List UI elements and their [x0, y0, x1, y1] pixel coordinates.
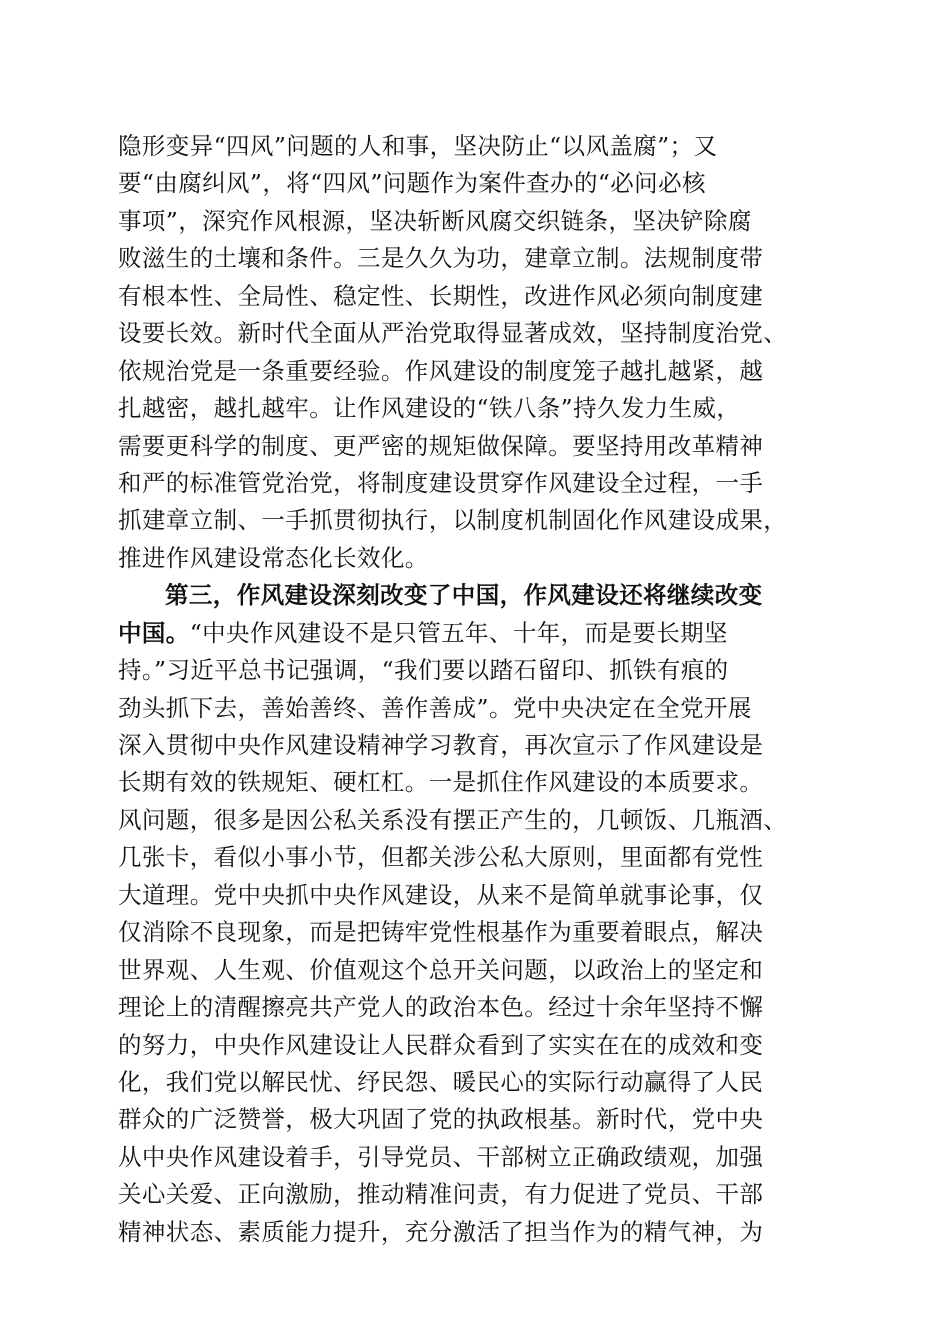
text-line: 大道理。党中央抓中央作风建设，从来不是简单就事论事，仅 — [118, 880, 764, 909]
text-line: 几张卡，看似小事小节，但都关涉公私大原则，里面都有党性 — [118, 843, 764, 872]
text-line: 劲头抓下去，善始善终、善作善成”。党中央决定在全党开展 — [118, 693, 752, 722]
text-span: “中央作风建设不是只管五年、十年，而是要长期坚 — [189, 618, 728, 647]
section-heading-end: 中国。 — [118, 618, 190, 647]
text-line: 持。”习近平总书记强调，“我们要以踏石留印、抓铁有痕的 — [118, 656, 729, 685]
text-line: 扎越密，越扎越牢。让作风建设的“铁八条”持久发力生威， — [118, 394, 741, 423]
paragraph-2 — [118, 577, 828, 1251]
paragraph-1 — [118, 128, 828, 577]
text-line: 化，我们党以解民忧、纾民怨、暖民心的实际行动赢得了人民 — [118, 1067, 764, 1096]
text-line: 从中央作风建设着手，引导党员、干部树立正确政绩观，加强 — [118, 1142, 764, 1171]
text-line: 推进作风建设常态化长效化。 — [118, 543, 429, 572]
text-line: 和严的标准管党治党，将制度建设贯穿作风建设全过程，一手 — [118, 468, 764, 497]
text-line: 事项”，深究作风根源，坚决斩断风腐交织链条，坚决铲除腐 — [118, 206, 752, 235]
text-line: 隐形变异“四风”问题的人和事，坚决防止“以风盖腐”；又 — [118, 132, 718, 160]
text-line: 理论上的清醒擦亮共产党人的政治本色。经过十余年坚持不懈 — [118, 993, 764, 1022]
text-line: 要“由腐纠风”，将“四风”问题作为案件查办的“必问必核 — [118, 169, 706, 198]
text-line: 有根本性、全局性、稳定性、长期性，改进作风必须向制度建 — [118, 281, 764, 310]
text-line: 群众的广泛赞誉，极大巩固了党的执政根基。新时代，党中央 — [118, 1105, 764, 1134]
text-line: 世界观、人生观、价值观这个总开关问题，以政治上的坚定和 — [118, 955, 764, 984]
text-line: 风问题，很多是因公私关系没有摆正产生的，几顿饭、几瓶酒、 — [118, 805, 788, 834]
text-line: 精神状态、素质能力提升，充分激活了担当作为的精气神，为 — [118, 1217, 764, 1246]
body-text — [118, 128, 828, 1251]
text-line: 的努力，中央作风建设让人民群众看到了实实在在的成效和变 — [118, 1030, 764, 1059]
section-heading: 第三，作风建设深刻改变了中国，作风建设还将继续改变 — [165, 581, 763, 610]
text-line: 关心关爱、正向激励，推动精准问责，有力促进了党员、干部 — [118, 1180, 764, 1209]
text-line: 仅消除不良现象，而是把铸牢党性根基作为重要着眼点，解决 — [118, 918, 764, 947]
text-line: 长期有效的铁规矩、硬杠杠。一是抓住作风建设的本质要求。 — [118, 768, 764, 797]
text-line — [118, 615, 828, 652]
text-line: 深入贯彻中央作风建设精神学习教育，再次宣示了作风建设是 — [118, 731, 764, 759]
text-line: 抓建章立制、一手抓贯彻执行，以制度机制固化作风建设成果， — [118, 506, 788, 535]
text-line: 败滋生的土壤和条件。三是久久为功，建章立制。法规制度带 — [118, 244, 764, 273]
text-line: 设要长效。新时代全面从严治党取得显著成效，坚持制度治党、 — [118, 319, 788, 348]
text-line: 需要更科学的制度、更严密的规矩做保障。要坚持用改革精神 — [118, 431, 764, 460]
text-line: 依规治党是一条重要经验。作风建设的制度笼子越扎越紧，越 — [118, 356, 764, 385]
